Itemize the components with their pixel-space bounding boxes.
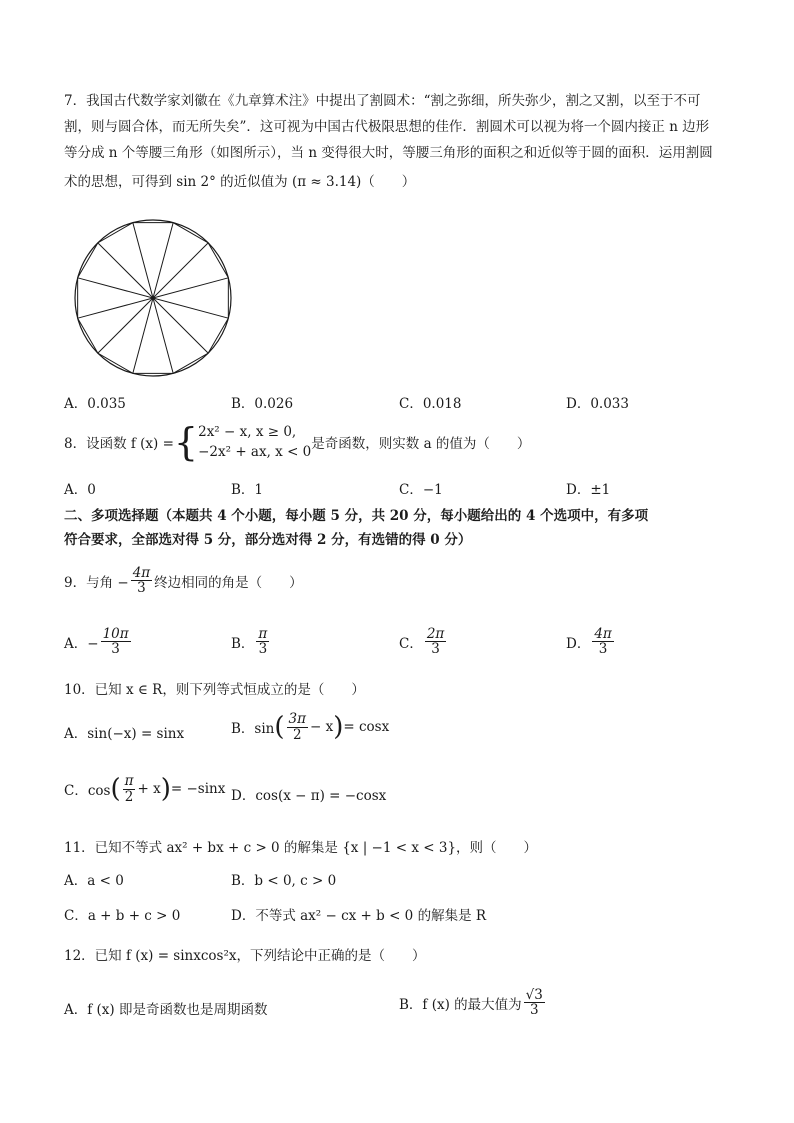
q10-option-c: C．cos ( $\frac{\pi}{2}$ + x ) = −sinx <box>64 773 226 805</box>
q7-option-d: D．0.033 <box>566 396 629 412</box>
q9-option-c <box>399 627 448 656</box>
spoke-line <box>78 298 153 318</box>
q9-option-b-label: B． <box>231 635 255 652</box>
q8-option-d: D．±1 <box>566 482 611 498</box>
q11-stem: 11．已知不等式 ax² + bx + c > 0 的解集是 {x | −1 < x < 3}，则（ ） <box>64 840 538 856</box>
q8-cases <box>198 422 311 462</box>
q12-option-b <box>399 988 547 1017</box>
q10-option-d: D．cos(x − π) = −cosx <box>231 788 387 804</box>
q9-option-d-num: 4π <box>594 626 612 642</box>
q9-option-d-den: 3 <box>598 641 608 658</box>
q7-line-2: 割，则与圆合体，而无所失矣”．这可视为中国古代极限思想的佳作．割圆术可以视为将一个圆内接正 n 边形 <box>64 119 710 135</box>
q7-option-c: C．0.018 <box>399 396 462 412</box>
q9-option-c-num: 2π <box>426 626 445 642</box>
q7-option-a: A．0.035 <box>64 396 126 412</box>
q8-suffix: 是奇函数，则实数 a 的值为（ ） <box>311 436 531 452</box>
q8-case-1: 2x² − x, x ≥ 0, <box>198 424 297 440</box>
q12-stem: 12．已知 f (x) = sinxcos²x，下列结论中正确的是（ ） <box>64 948 426 964</box>
q11-option-c: C．a + b + c > 0 <box>64 908 181 924</box>
spoke-line <box>153 243 208 298</box>
q7-option-b: B．0.026 <box>231 396 294 412</box>
spoke-line <box>133 298 153 373</box>
spoke-line <box>153 278 228 298</box>
q12-option-b-num: √3 <box>525 987 543 1003</box>
q11-option-d: D．不等式 ax² − cx + b < 0 的解集是 R <box>231 908 487 924</box>
q9-option-b-num: π <box>258 626 268 642</box>
spoke-line <box>98 298 153 353</box>
q9-fraction-numerator: 4π <box>132 565 151 581</box>
q8-option-a: A．0 <box>64 482 96 498</box>
q8-option-b: B．1 <box>231 482 264 498</box>
q9-option-a <box>64 627 133 656</box>
circle-polygon-figure <box>73 218 233 378</box>
spoke-line <box>98 243 153 298</box>
section-2-heading-line-2: 符合要求，全部选对得 5 分，部分选对得 2 分，有选错的得 0 分） <box>64 532 472 548</box>
q9-option-a-den: 3 <box>111 641 120 658</box>
q10-option-b-num: 3π <box>288 711 306 728</box>
q10-option-c-den: 2 <box>124 788 134 805</box>
q11-option-a: A．a < 0 <box>64 873 124 889</box>
q9-option-c-den: 3 <box>431 641 440 658</box>
q9-fraction-denominator: 3 <box>137 580 146 597</box>
q9-option-a-label: A．− <box>64 635 99 652</box>
q9-suffix: 终边相同的角是（ ） <box>154 574 303 591</box>
q9-prefix: 9．与角 − <box>64 574 129 591</box>
spoke-line <box>153 223 173 298</box>
spoke-line <box>153 298 208 353</box>
spoke-line <box>133 223 153 298</box>
spoke-line <box>78 278 153 298</box>
q9-option-d <box>566 627 616 656</box>
q12-option-b-prefix: B．f (x) 的最大值为 <box>399 996 522 1013</box>
q8-case-2: −2x² + ax, x < 0 <box>198 444 312 460</box>
q10-option-b-prefix: B．sin <box>231 721 275 737</box>
q10-option-b-suffix: − x <box>310 719 334 735</box>
q7-line-4: 术的思想，可得到 sin 2° 的近似值为 (π ≈ 3.14)（ ） <box>64 174 416 190</box>
q8-stem <box>64 422 530 462</box>
q10-option-a: A．sin(−x) = sinx <box>64 726 185 742</box>
q10-option-b-rhs: = cosx <box>343 719 390 735</box>
q10-stem: 10．已知 x ∈ R，则下列等式恒成立的是（ ） <box>64 682 365 698</box>
q9-option-c-label: C． <box>399 635 423 652</box>
q10-option-c-prefix: C．cos <box>64 783 111 799</box>
spoke-line <box>153 298 228 318</box>
q10-option-c-num: π <box>124 773 134 790</box>
section-2-heading-line-1: 二、多项选择题（本题共 4 个小题，每小题 5 分，共 20 分，每小题给出的 4 个选项中，有多项 <box>64 508 649 524</box>
q9-fraction <box>131 566 152 595</box>
q8-prefix: 8．设函数 f (x) = <box>64 436 174 452</box>
q9-option-d-label: D． <box>566 635 591 652</box>
q8-option-c: C．−1 <box>399 482 443 498</box>
spoke-line <box>153 298 173 373</box>
q12-option-b-den: 3 <box>529 1002 539 1019</box>
q10-option-c-suffix: + x <box>137 781 161 797</box>
q9-option-b-den: 3 <box>258 641 268 658</box>
q10-option-b: B．sin ( $\frac{3\pi}{2}$ − x ) = cosx <box>231 711 390 743</box>
q11-option-b: B．b < 0, c > 0 <box>231 873 337 889</box>
q9-option-a-num: 10π <box>102 626 129 642</box>
q9-stem <box>64 566 303 595</box>
q7-line-3: 等分成 n 个等腰三角形（如图所示），当 n 变得很大时，等腰三角形的面积之和近似等于圆的面积．运用割圆 <box>64 145 713 161</box>
q8-brace: { <box>173 420 199 464</box>
q9-option-b <box>231 627 271 656</box>
q12-option-a: A．f (x) 即是奇函数也是周期函数 <box>64 1002 268 1018</box>
q10-option-c-rhs: = −sinx <box>170 781 226 797</box>
q10-option-b-den: 2 <box>292 726 302 743</box>
q7-line-1: 7．我国古代数学家刘徽在《九章算术注》中提出了割圆术：“割之弥细，所失弥少，割之又割，以至于不可 <box>64 93 701 109</box>
